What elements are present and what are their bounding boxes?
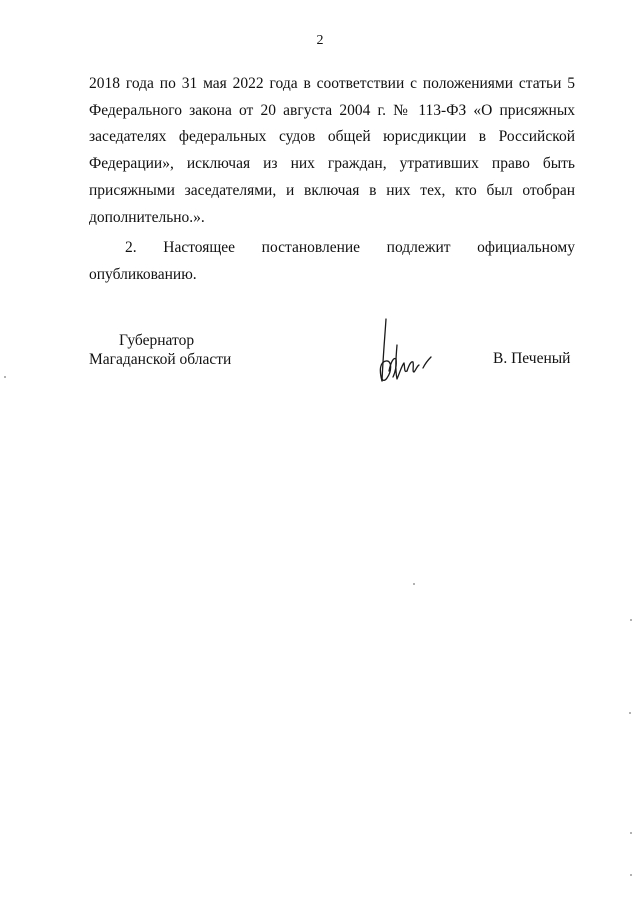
text-line: опубликованию. (89, 265, 197, 283)
text-line: дополнительно.». (89, 208, 205, 226)
page-number: 2 (316, 33, 324, 48)
handwritten-signature (377, 315, 437, 385)
scan-speck (630, 619, 632, 621)
paragraph-publication (89, 235, 575, 288)
scan-speck (413, 583, 415, 585)
text-line: присяжными заседателями, и включая в них тех, кто был отобран (89, 181, 575, 199)
text-line: 2018 года по 31 мая 2022 года в соответствии с положениями статьи 5 (89, 75, 575, 92)
text-line: 2. Настоящее постановление подлежит официальному (125, 239, 575, 257)
signatory-region: Магаданской области (89, 351, 232, 368)
text-line: Федерации», исключая из них граждан, утративших право быть (89, 155, 575, 173)
signatory-title (89, 331, 231, 369)
signatory-position: Губернатор (119, 332, 195, 349)
text-line: заседателях федеральных судов общей юрисдикции в Российской (89, 128, 575, 146)
text-line: Федерального закона от 20 августа 2004 г. № 113-ФЗ «О присяжных (89, 101, 575, 119)
scan-speck (630, 832, 632, 834)
document-body (89, 71, 575, 289)
scan-speck (630, 874, 632, 876)
scan-speck (629, 712, 631, 714)
scan-speck (4, 376, 6, 378)
signatory-name: В. Печеный (493, 350, 571, 367)
paragraph-continuation (89, 71, 575, 231)
